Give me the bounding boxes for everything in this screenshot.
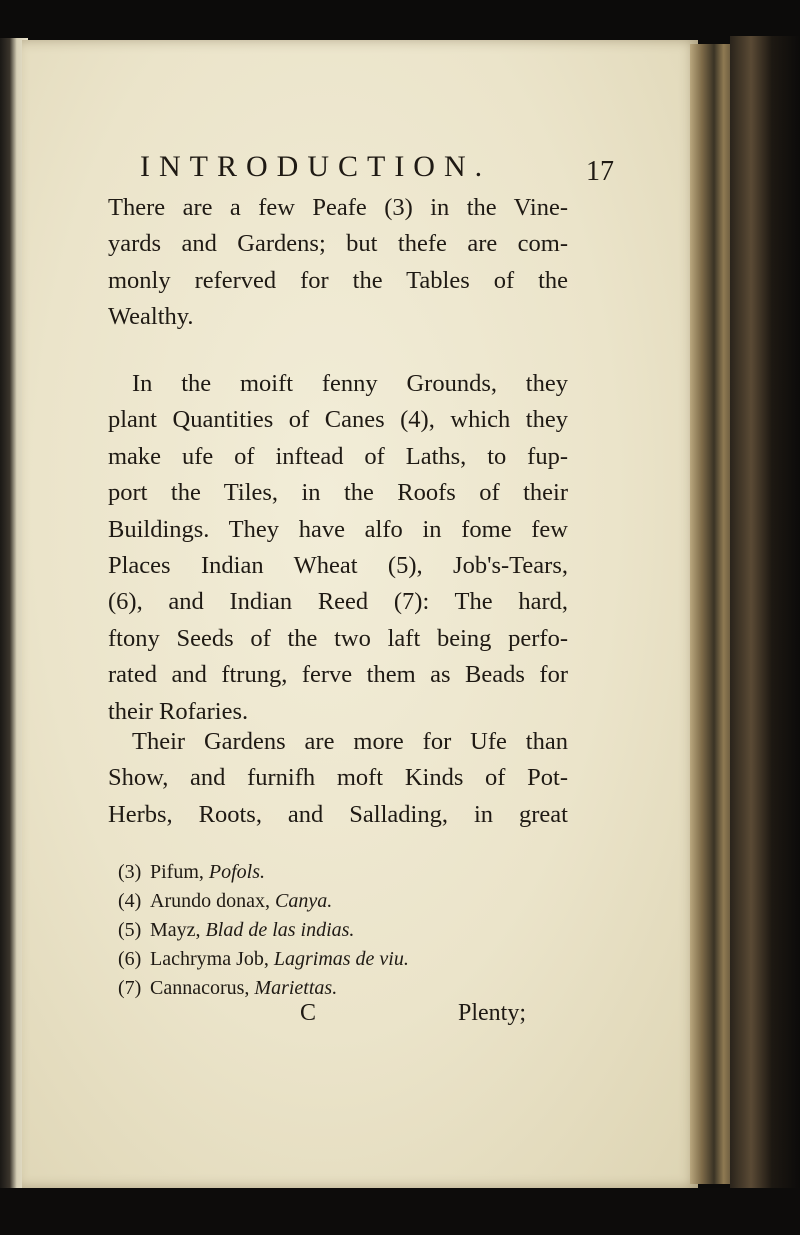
text-line: plant Quantities of Canes (4), which they	[108, 406, 568, 434]
footnote-latin-name: Cannacorus,	[150, 977, 250, 999]
footnotes	[118, 858, 409, 1003]
text-line: yards and Gardens; but thefe are com-	[108, 230, 568, 258]
footnote-marker: (3)	[118, 861, 142, 883]
text-line: (6), and Indian Reed (7): The hard,	[108, 588, 568, 616]
footnote-7	[118, 974, 409, 1003]
text-line: Herbs, Roots, and Sallading, in great	[108, 800, 568, 828]
bottom-shadow	[0, 1188, 800, 1235]
footnote-4	[118, 887, 409, 916]
footnote-local-name: Mariettas.	[254, 977, 338, 999]
text-line: port the Tiles, in the Roofs of their	[108, 479, 568, 507]
paragraph-1	[108, 190, 568, 336]
signature-mark: C	[300, 1000, 317, 1026]
text-line: In the moift fenny Grounds, they	[132, 370, 568, 397]
text-line: their Rofaries.	[108, 697, 249, 725]
footnote-local-name: Blad de las indias.	[205, 919, 355, 941]
footnote-latin-name: Mayz,	[150, 919, 201, 941]
paragraph-3	[108, 724, 568, 833]
footnote-marker: (5)	[118, 919, 142, 941]
text-line: monly referved for the Tables of the	[108, 266, 568, 294]
footnote-local-name: Pofols.	[208, 861, 266, 883]
footnote-marker: (6)	[118, 948, 142, 970]
page-number: 17	[586, 156, 614, 187]
text-line: Buildings. They have alfo in fome few	[108, 515, 568, 543]
footnote-latin-name: Arundo donax,	[150, 890, 270, 912]
footnote-marker: (7)	[118, 977, 142, 999]
text-line: Show, and furnifh moft Kinds of Pot-	[108, 764, 568, 792]
text-line: There are a few Peafe (3) in the Vine-	[108, 194, 568, 221]
text-line: Wealthy.	[108, 303, 194, 331]
footnote-local-name: Lagrimas de viu.	[273, 948, 409, 970]
text-line: ftony Seeds of the two laft being perfo-	[108, 624, 568, 652]
text-line: rated and ftrung, ferve them as Beads for	[108, 661, 568, 689]
footnote-3	[118, 858, 409, 887]
footnote-latin-name: Lachryma Job,	[150, 948, 269, 970]
footnote-marker: (4)	[118, 890, 142, 912]
footnote-latin-name: Pifum,	[150, 861, 204, 883]
running-title: INTRODUCTION.	[140, 150, 492, 183]
catchword: Plenty;	[458, 1000, 527, 1026]
text-line: Their Gardens are more for Ufe than	[132, 728, 568, 755]
paragraph-2	[108, 366, 568, 730]
text-line: make ufe of inftead of Laths, to fup-	[108, 442, 568, 470]
footnote-5	[118, 916, 409, 945]
book-spine	[730, 36, 800, 1196]
footnote-local-name: Canya.	[274, 890, 333, 912]
footnote-6	[118, 945, 409, 974]
text-line: Places Indian Wheat (5), Job's-Tears,	[108, 552, 568, 580]
